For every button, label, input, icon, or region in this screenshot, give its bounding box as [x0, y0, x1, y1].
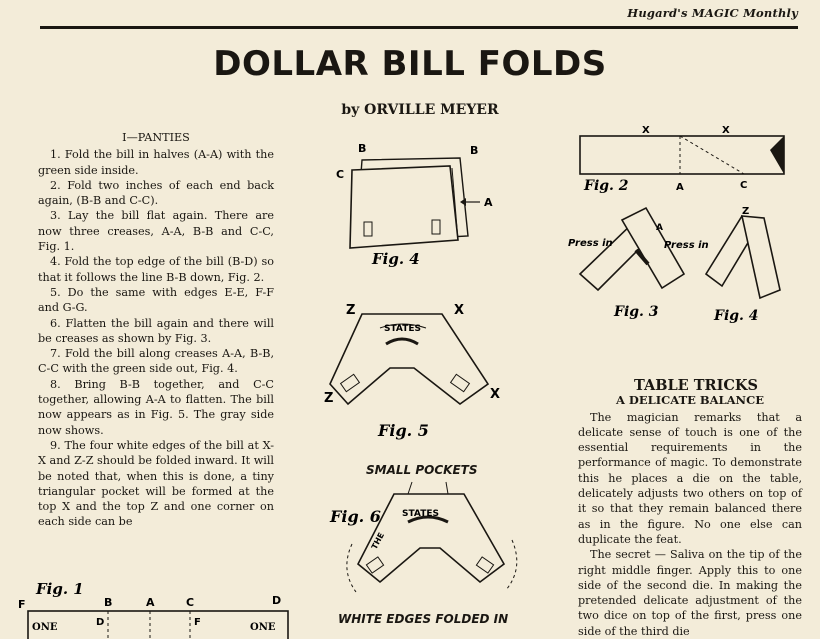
article-title: DOLLAR BILL FOLDS — [213, 44, 607, 84]
fig4r-letter-z: Z — [742, 206, 750, 217]
step-2: 2. Fold two inches of each end back again, (B-B and C-C). — [38, 178, 274, 208]
figure-4-center — [332, 140, 502, 268]
fig2-letter-x2: X — [722, 125, 730, 136]
step-4: 4. Fold the top edge of the bill (B-D) so that it follows the line B-B down, Fig. 2. — [38, 255, 274, 284]
fig1-left-mark: ONE — [32, 622, 58, 633]
fig2-letter-a: A — [676, 182, 684, 193]
fig4r-label: Fig. 4 — [714, 308, 759, 324]
fig1-letter-c: C — [186, 596, 195, 609]
figure-5 — [322, 298, 502, 443]
fig1-letter-f: F — [18, 598, 26, 611]
figure-6 — [328, 480, 528, 610]
fig1-bill-outline — [28, 611, 288, 639]
step-1: 1. Fold the bill in halves (A-A) with the green side inside. — [38, 148, 274, 177]
figure-3-and-4-right — [566, 204, 786, 324]
figure-2-right — [574, 124, 794, 194]
balance-paragraph-1: The magician remarks that a delicate sense of touch is one of the essential requirements in the performance of magic. To demonstrate this he places a die on the table, delicately adjusts two others on top of it so that they remain balanced there as in the figure. No one else can duplicate the feat. — [578, 410, 802, 546]
fig4c-letter-b1: B — [358, 142, 367, 155]
step-6: 6. Flatten the bill again and there will be creases as shown by Fig. 3. — [38, 316, 274, 345]
fig4c-label: Fig. 4 — [372, 250, 420, 268]
fig2-label: Fig. 2 — [584, 178, 629, 194]
white-edges-caption: WHITE EDGES FOLDED IN — [338, 612, 509, 626]
byline: by ORVILLE MEYER — [341, 102, 499, 118]
section-heading: I—PANTIES — [122, 131, 190, 144]
fig3-press-left: Press in — [568, 238, 613, 249]
left-column — [38, 130, 274, 530]
running-head: Hugard's MAGIC Monthly — [627, 6, 798, 20]
fig6-side-text: THE — [369, 531, 387, 551]
fig1-letter-a: A — [146, 596, 155, 609]
fig4c-letter-a: A — [484, 196, 493, 209]
fig2-letter-c: C — [740, 180, 748, 191]
fig5-letter-z2: Z — [324, 391, 334, 406]
fig1-letter-d: D — [272, 594, 282, 607]
fig1-letter-d2: D — [96, 617, 105, 628]
fig2-letter-x1: X — [642, 125, 650, 136]
step-9: 9. The four white edges of the bill at X-X and Z-Z should be folded inward. It will be noted that, when this is done, a tiny triangular pocket will be formed at the top X and the top Z and one corner on each side can be — [38, 438, 274, 529]
fig3-press-right: Press in — [664, 240, 709, 251]
right-column — [578, 378, 802, 639]
fig3-letter-a: A — [656, 223, 663, 233]
fig6-band: STATES — [402, 509, 439, 519]
step-5: 5. Do the same with edges E-E, F-F and G-G. — [38, 285, 274, 315]
fig5-letter-x2: X — [490, 387, 501, 402]
fig1-letter-f2: F — [194, 617, 201, 628]
delicate-balance-heading: A DELICATE BALANCE — [616, 393, 764, 408]
fig5-letter-x1: X — [454, 303, 465, 318]
fig1-right-mark: ONE — [250, 622, 276, 633]
fig5-label: Fig. 5 — [378, 421, 429, 440]
step-3: 3. Lay the bill flat again. There are now three creases, A-A, B-B and C-C, Fig. 1. — [38, 209, 274, 254]
fig4c-letter-c1: C — [336, 168, 345, 181]
small-pockets-caption: SMALL POCKETS — [366, 463, 478, 477]
fig3-label: Fig. 3 — [614, 304, 659, 320]
figure-1 — [14, 578, 304, 638]
table-tricks-heading: TABLE TRICKS — [633, 377, 759, 394]
step-7: 7. Fold the bill along creases A-A, B-B, C-C with the green side out, Fig. 4. — [38, 347, 274, 376]
fig5-band: STATES — [384, 324, 421, 334]
fig6-label: Fig. 6 — [330, 507, 381, 526]
fig1-letter-b: B — [104, 596, 113, 609]
fig5-letter-z1: Z — [346, 303, 356, 318]
fig1-label: Fig. 1 — [36, 580, 84, 598]
step-8: 8. Bring B-B together, and C-C together, allowing A-A to flatten. The bill now appears as in Fig. 5. The gray side now shows. — [38, 377, 274, 437]
balance-paragraph-2: The secret — Saliva on the tip of the right middle finger. Apply this to one side of the second die. In making the pretended delicate adjustment of the two dice on top of the first, press one side of the third die — [578, 548, 802, 638]
fig4c-letter-b2: B — [470, 144, 479, 157]
header-rule — [40, 26, 798, 29]
